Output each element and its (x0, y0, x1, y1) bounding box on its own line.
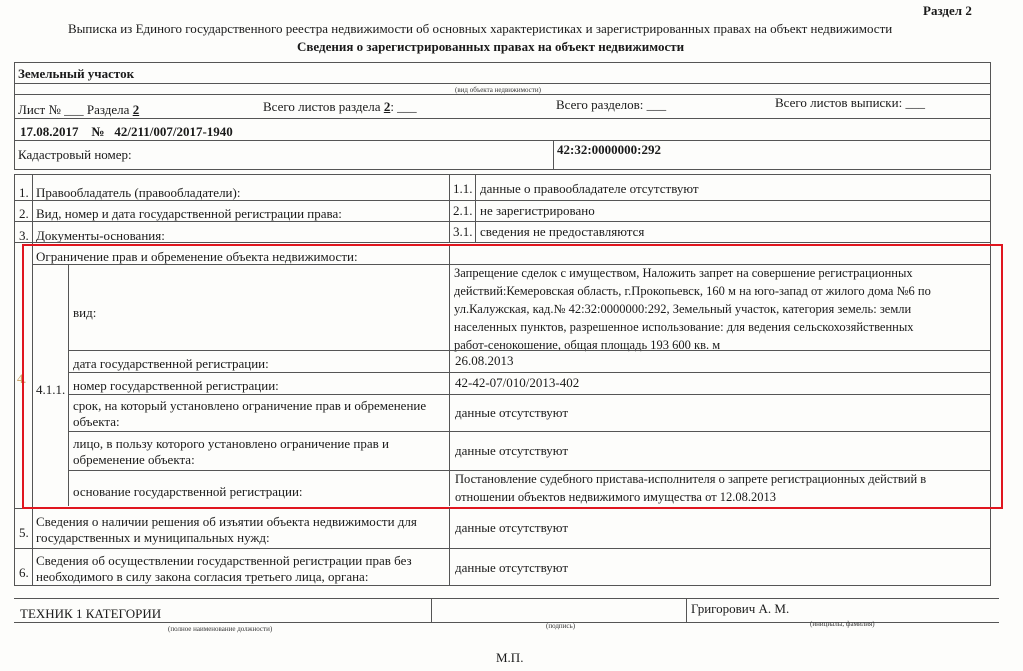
document-subtitle: Сведения о зарегистрированных правах на объект недвижимости (297, 39, 685, 54)
row2-subnumber: 2.1. (453, 203, 473, 218)
term-label: срок, на который установлено ограничение прав и обременение объекта: (73, 398, 427, 429)
restriction-kind-value: Запрещение сделок с имуществом, Наложить запрет на совершение регистрационных действий:Кемеровская область, г.Прокопьевск, 160 м на юго-запад от жилого дома №6 по ул.Калужская, кад.№ 42:32:0000000:292, Земельный участок, категория земель: земли населенных пунктов, разрешенное использование: для ведения сельскохозяйственных работ-сенокошение, общая площадь 193 600 кв. м (454, 266, 931, 352)
reg-number-value: 42-42-07/010/2013-402 (455, 375, 580, 390)
section-label: Раздел 2 (923, 3, 972, 18)
beneficiary-label: лицо, в пользу которого установлено ограничение прав и обременение объекта: (73, 436, 389, 467)
row4-number: 4. (17, 372, 27, 386)
basis-label: основание государственной регистрации: (73, 484, 303, 499)
row2-label: Вид, номер и дата государственной регистрации права: (36, 206, 342, 221)
document-title: Выписка из Единого государственного реестра недвижимости об основных характеристиках и зарегистрированных правах на объект недвижимости (68, 21, 893, 36)
total-section-sheets: Всего листов раздела 2: ___ (263, 99, 417, 114)
signature-caption: (подпись) (546, 622, 576, 630)
total-extract-sheets: Всего листов выписки: ___ (775, 95, 925, 110)
restriction-kind-label: вид: (73, 305, 97, 320)
total-sections: Всего разделов: ___ (556, 97, 667, 112)
row1-number: 1. (19, 185, 29, 200)
signer-position: ТЕХНИК 1 КАТЕГОРИИ (20, 606, 162, 621)
row5-label: Сведения о наличии решения об изъятии объекта недвижимости для государственных и муниципальных нужд: (36, 514, 417, 545)
beneficiary-value: данные отсутствуют (455, 443, 569, 458)
term-value: данные отсутствуют (455, 405, 569, 420)
row1-subnumber: 1.1. (453, 181, 473, 196)
extract-date-number: 17.08.2017 № 42/211/007/2017-1940 (20, 124, 233, 139)
cadastral-number: 42:32:0000000:292 (557, 142, 661, 157)
row5-value: данные отсутствуют (455, 520, 569, 535)
row3-subnumber: 3.1. (453, 224, 473, 239)
reg-date-label: дата государственной регистрации: (73, 356, 269, 371)
name-caption: (инициалы, фамилия) (810, 620, 875, 628)
row1-label: Правообладатель (правообладатели): (36, 185, 241, 200)
row5-number: 5. (19, 525, 29, 540)
row6-number: 6. (19, 565, 29, 580)
object-type: Земельный участок (18, 66, 135, 81)
row6-value: данные отсутствуют (455, 560, 569, 575)
row3-number: 3. (19, 228, 29, 243)
row6-label: Сведения об осуществлении государственной регистрации прав без необходимого в силу закона согласия третьего лица, органа: (36, 553, 412, 584)
cadastral-label: Кадастровый номер: (18, 147, 132, 162)
row4-header: Ограничение прав и обременение объекта недвижимости: (36, 249, 358, 264)
sheet-number: Лист № ___ Раздела 2 (18, 102, 140, 117)
signer-name: Григорович А. М. (691, 601, 790, 616)
highlight-frame (22, 244, 1003, 509)
row4-subnumber: 4.1.1. (36, 382, 66, 397)
basis-value: Постановление судебного пристава-исполнителя о запрете регистрационных действий в отношении объектов недвижимого имущества от 12.08.2013 (455, 472, 927, 504)
row2-number: 2. (19, 206, 29, 221)
stamp-place: М.П. (496, 650, 524, 665)
row2-value: не зарегистрировано (480, 203, 595, 218)
row1-value: данные о правообладателе отсутствуют (480, 181, 699, 196)
row3-label: Документы-основания: (36, 228, 165, 243)
object-type-caption: (вид объекта недвижимости) (455, 86, 541, 94)
object-info-block (14, 62, 991, 170)
row3-value: сведения не предоставляются (480, 224, 645, 239)
position-caption: (полное наименование должности) (168, 625, 273, 633)
reg-date-value: 26.08.2013 (455, 353, 514, 368)
reg-number-label: номер государственной регистрации: (73, 378, 279, 393)
